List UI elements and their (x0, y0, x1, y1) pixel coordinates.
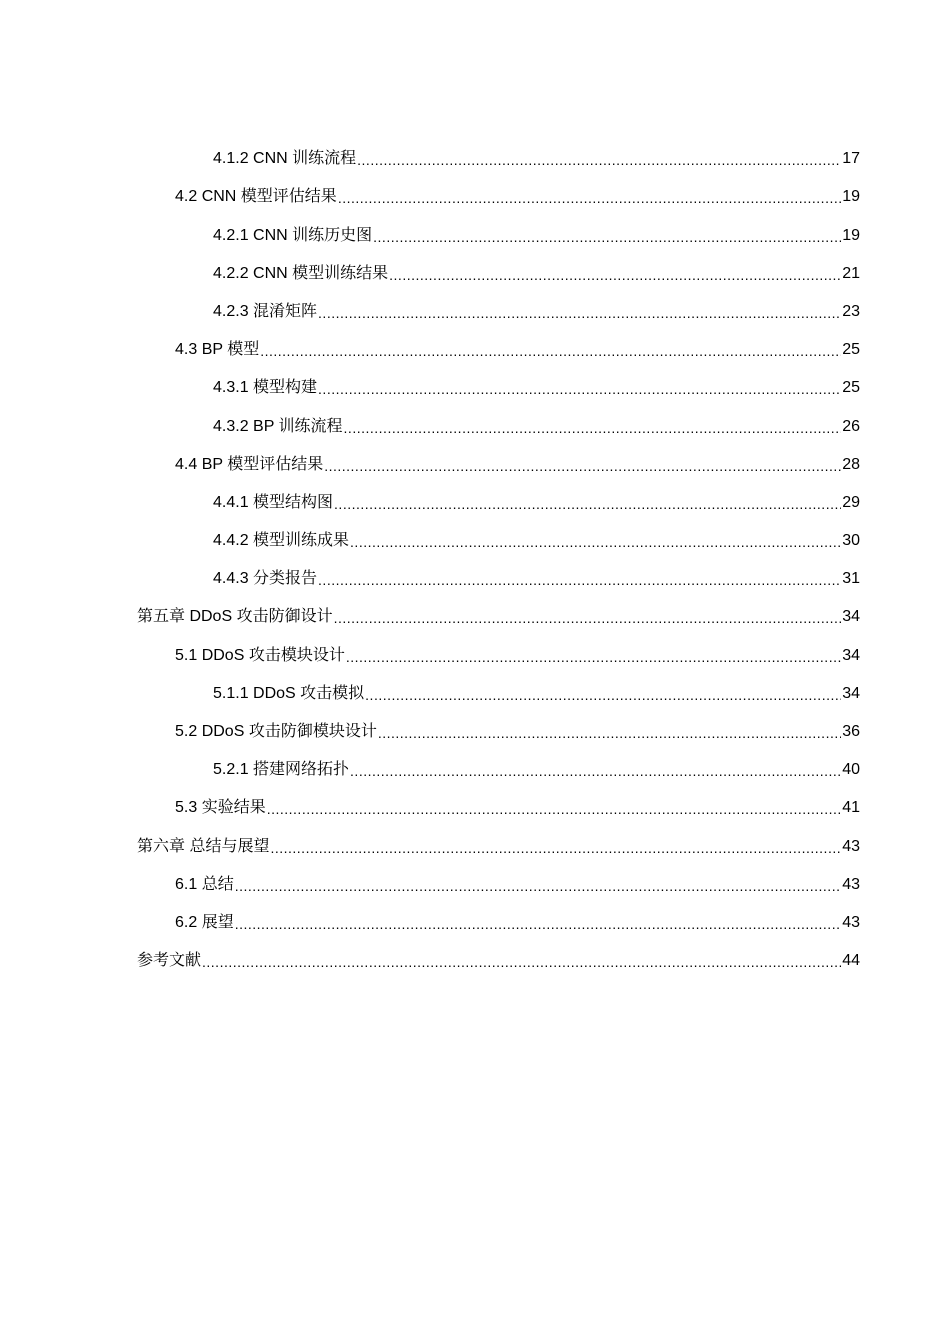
toc-page-number: 17 (842, 150, 860, 168)
toc-dot-leader (344, 419, 841, 437)
toc-entry-title: 4.4.2 模型训练成果 (213, 532, 350, 550)
toc-page-number: 25 (842, 379, 860, 397)
toc-entry[interactable] (137, 475, 860, 513)
toc-entry-title: 第六章 总结与展望 (137, 837, 270, 855)
toc-page-number: 43 (842, 875, 860, 893)
toc-entry-title: 4.2.2 CNN 模型训练结果 (213, 264, 389, 282)
toc-dot-leader (389, 266, 841, 284)
toc-dot-leader (346, 648, 841, 666)
toc-entry[interactable] (137, 207, 860, 245)
toc-entry-title: 4.4.1 模型结构图 (213, 493, 334, 511)
toc-dot-leader (350, 762, 841, 780)
toc-entry[interactable] (137, 704, 860, 742)
toc-dot-leader (260, 342, 841, 360)
toc-entry-title: 4.2.1 CNN 训练历史图 (213, 226, 373, 244)
toc-entry[interactable] (137, 284, 860, 322)
toc-page-number: 43 (842, 913, 860, 931)
toc-dot-leader (373, 228, 841, 246)
toc-entry-title: 6.1 总结 (175, 875, 234, 893)
toc-entry[interactable] (137, 627, 860, 665)
toc-entry[interactable] (137, 857, 860, 895)
toc-entry[interactable] (137, 169, 860, 207)
toc-entry[interactable] (137, 780, 860, 818)
table-of-contents (137, 131, 860, 971)
toc-dot-leader (235, 877, 841, 895)
toc-dot-leader (378, 724, 841, 742)
toc-page-number: 30 (842, 532, 860, 550)
toc-dot-leader (365, 686, 841, 704)
toc-page-number: 19 (842, 188, 860, 206)
toc-page-number: 31 (842, 570, 860, 588)
toc-entry[interactable] (137, 437, 860, 475)
toc-page-number: 34 (842, 646, 860, 664)
toc-page-number: 34 (842, 608, 860, 626)
toc-entry-title: 第五章 DDoS 攻击防御设计 (137, 608, 333, 626)
toc-dot-leader (350, 533, 841, 551)
toc-entry-chapter[interactable] (137, 818, 860, 856)
toc-entry-title: 4.2 CNN 模型评估结果 (175, 188, 337, 206)
toc-page-number: 21 (842, 264, 860, 282)
toc-dot-leader (324, 457, 841, 475)
toc-entry-title: 5.3 实验结果 (175, 799, 266, 817)
toc-entry[interactable] (137, 246, 860, 284)
toc-dot-leader (202, 953, 841, 971)
toc-page-number: 41 (842, 799, 860, 817)
toc-entry-chapter[interactable] (137, 933, 860, 971)
toc-entry-title: 4.3.2 BP 训练流程 (213, 417, 343, 435)
toc-page-number: 28 (842, 455, 860, 473)
toc-entry-title: 5.1 DDoS 攻击模块设计 (175, 646, 345, 664)
toc-page-number: 25 (842, 341, 860, 359)
toc-page-number: 44 (842, 952, 860, 970)
toc-page-number: 23 (842, 302, 860, 320)
toc-dot-leader (334, 609, 841, 627)
toc-dot-leader (318, 380, 841, 398)
toc-page-number: 36 (842, 723, 860, 740)
toc-dot-leader (318, 571, 841, 589)
toc-entry[interactable] (137, 895, 860, 933)
toc-entry-title: 5.2.1 搭建网络拓扑 (213, 761, 350, 779)
toc-dot-leader (338, 189, 841, 207)
toc-entry-title: 4.2.3 混淆矩阵 (213, 302, 318, 320)
toc-entry[interactable] (137, 551, 860, 589)
toc-page-number: 19 (842, 226, 860, 244)
toc-page-number: 29 (842, 493, 860, 511)
toc-dot-leader (270, 839, 841, 857)
toc-page-number: 43 (842, 837, 860, 855)
toc-entry[interactable] (137, 322, 860, 360)
toc-entry-title: 4.3 BP 模型 (175, 341, 260, 359)
toc-entry[interactable] (137, 360, 860, 398)
toc-dot-leader (267, 800, 841, 818)
toc-dot-leader (318, 304, 841, 322)
toc-entry-title: 参考文献 (137, 952, 202, 970)
toc-dot-leader (235, 915, 841, 933)
toc-entry[interactable] (137, 666, 860, 704)
toc-page-number: 26 (842, 417, 860, 435)
toc-entry-title: 5.2 DDoS 攻击防御模块设计 (175, 723, 377, 740)
toc-entry-title: 4.4.3 分类报告 (213, 570, 318, 588)
toc-entry-title: 4.3.1 模型构建 (213, 379, 318, 397)
toc-page-number: 40 (842, 761, 860, 779)
toc-entry-title: 5.1.1 DDoS 攻击模拟 (213, 684, 365, 702)
toc-entry-title: 4.1.2 CNN 训练流程 (213, 150, 357, 168)
toc-entry[interactable] (137, 513, 860, 551)
toc-entry[interactable] (137, 131, 860, 169)
toc-entry[interactable] (137, 398, 860, 436)
toc-entry[interactable] (137, 742, 860, 780)
toc-entry-title: 4.4 BP 模型评估结果 (175, 455, 324, 473)
toc-entry-title: 6.2 展望 (175, 913, 234, 931)
toc-dot-leader (357, 151, 841, 169)
toc-entry-chapter[interactable] (137, 589, 860, 627)
toc-page-number: 34 (842, 684, 860, 702)
toc-dot-leader (334, 495, 841, 513)
